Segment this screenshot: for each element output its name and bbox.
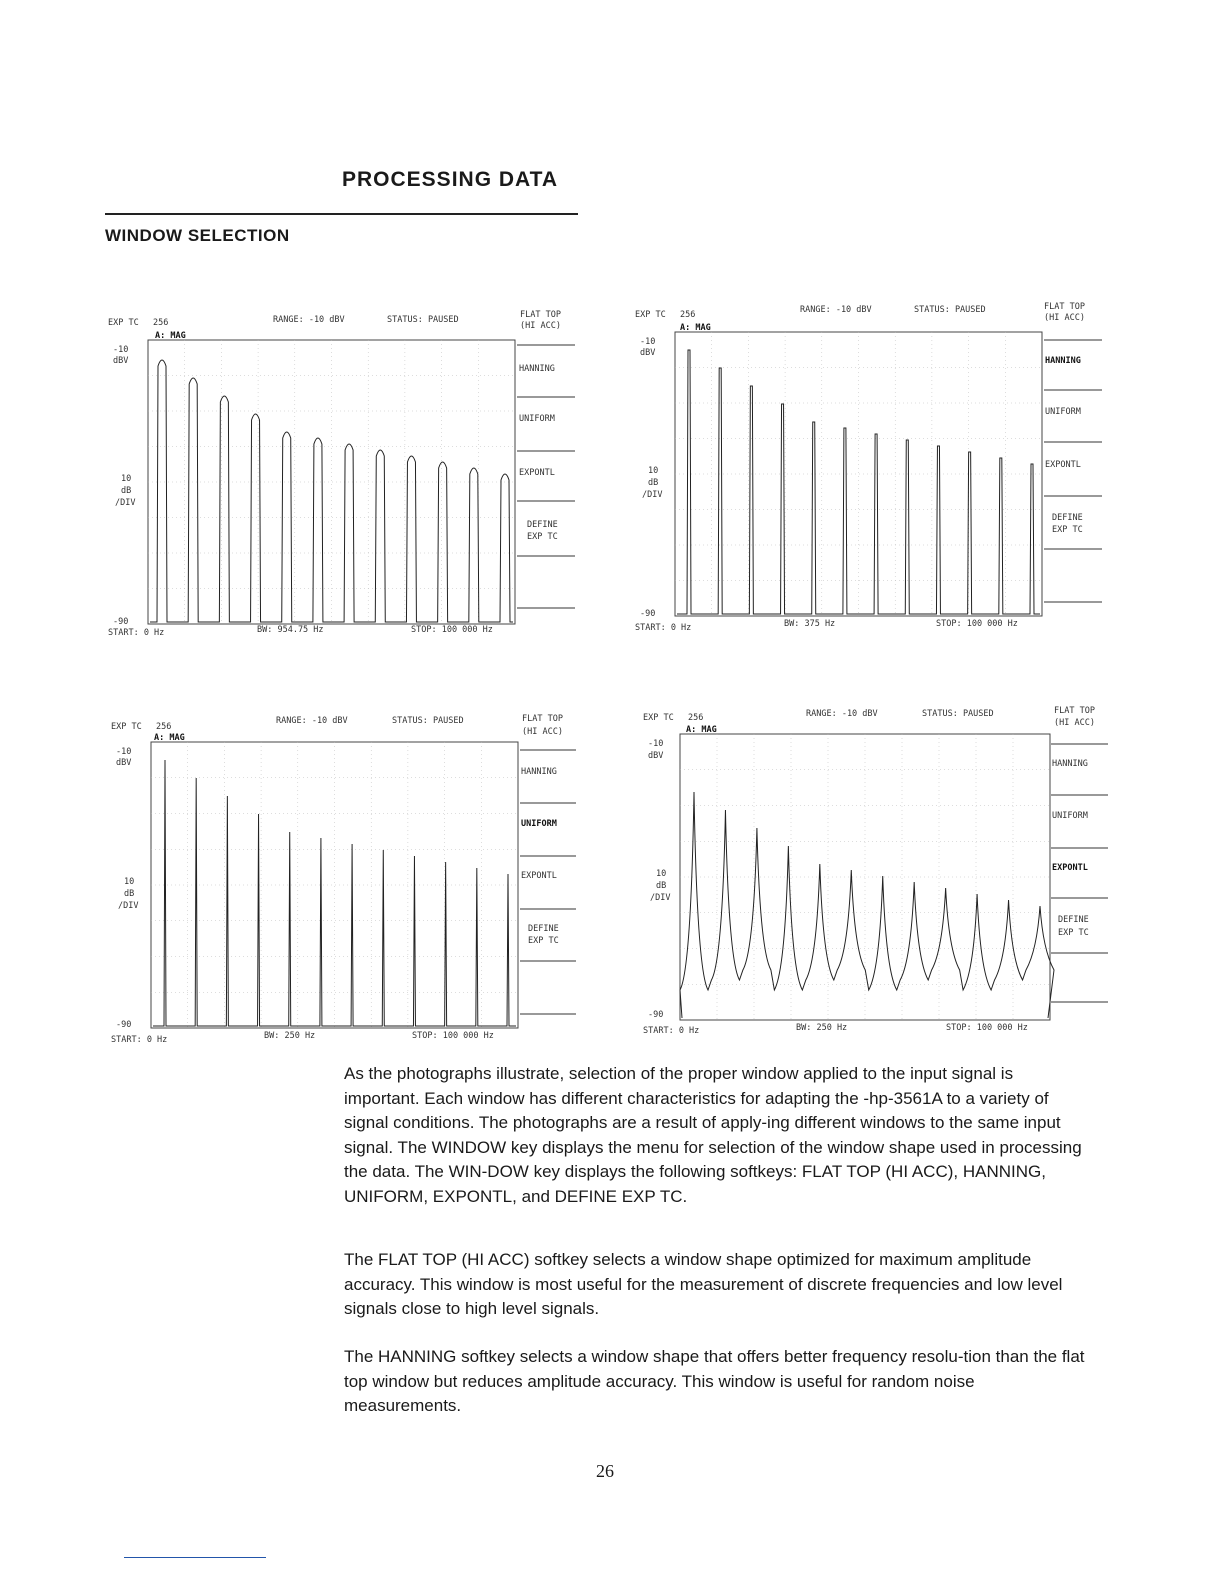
exp-tc-label: EXP TC (635, 310, 666, 320)
y-top-value: -10 (640, 337, 656, 347)
softkey-hanning[interactable]: HANNING (521, 767, 557, 777)
exp-tc-label: EXP TC (111, 722, 142, 732)
softkey-flat-top[interactable]: FLAT TOP (520, 310, 561, 320)
y-scale-per: /DIV (642, 490, 663, 500)
softkey-hanning[interactable]: HANNING (519, 364, 555, 374)
section-heading: WINDOW SELECTION (105, 226, 290, 245)
stop-freq: STOP: 100 000 Hz (412, 1031, 494, 1041)
softkey-hanning[interactable]: HANNING (1045, 356, 1081, 366)
range-label: RANGE: -10 dBV (273, 315, 345, 325)
y-bottom-value: -90 (640, 609, 656, 619)
page-title: PROCESSING DATA (342, 168, 559, 191)
stop-freq: STOP: 100 000 Hz (946, 1023, 1028, 1033)
softkey-menu (1051, 706, 1108, 1002)
analyzer-screen-uniform (108, 708, 588, 1053)
screen-footer (108, 625, 493, 638)
softkey-uniform[interactable]: UNIFORM (1045, 407, 1081, 417)
softkey-define[interactable]: DEFINE (527, 520, 558, 530)
plot-frame (675, 332, 1042, 616)
start-freq: START: 0 Hz (635, 623, 692, 633)
y-scale-unit: dB (656, 881, 667, 891)
y-scale-per: /DIV (115, 498, 136, 508)
y-scale-unit: dB (121, 486, 132, 496)
softkey-expontl[interactable]: EXPONTL (1052, 863, 1088, 873)
plot-grid (148, 340, 515, 624)
y-top-unit: dBV (116, 758, 132, 768)
y-axis-labels (113, 345, 135, 627)
y-scale-per: /DIV (118, 901, 139, 911)
screen-header (635, 305, 986, 333)
start-freq: START: 0 Hz (643, 1026, 700, 1036)
softkey-flat-top[interactable]: FLAT TOP (1044, 302, 1085, 312)
softkey-menu (1044, 302, 1102, 602)
exp-tc-value: 256 (156, 722, 172, 732)
plot-grid (151, 742, 518, 1028)
status-label: STATUS: PAUSED (914, 305, 986, 315)
exp-tc-value: 256 (680, 310, 696, 320)
exp-tc-value: 256 (153, 318, 169, 328)
plot-area (675, 332, 1042, 616)
softkey-uniform[interactable]: UNIFORM (1052, 811, 1088, 821)
screen-header (111, 716, 464, 743)
analyzer-screen-hanning (632, 292, 1112, 637)
y-scale-value: 10 (121, 474, 132, 484)
softkey-define-exp-tc[interactable]: EXP TC (1052, 525, 1083, 535)
spectrum-trace (677, 350, 1040, 614)
exp-tc-label: EXP TC (108, 318, 139, 328)
plot-area (151, 742, 518, 1028)
y-scale-value: 10 (124, 877, 135, 887)
softkey-flat-top-hi-acc[interactable]: (HI ACC) (522, 727, 563, 737)
y-bottom-value: -90 (116, 1020, 132, 1030)
range-label: RANGE: -10 dBV (276, 716, 348, 726)
plot-frame (151, 742, 518, 1028)
plot-grid (680, 734, 1050, 1020)
y-top-value: -10 (116, 747, 132, 757)
y-scale-value: 10 (656, 869, 667, 879)
paragraph-hanning: The HANNING softkey selects a window shape that offers better frequency resolu-tion than the flat top window but reduces amplitude accuracy. This window is useful for random noise measurements. (344, 1347, 1085, 1415)
softkey-flat-top[interactable]: FLAT TOP (522, 714, 563, 724)
paragraph-intro: As the photographs illustrate, selection of the proper window applied to the input signal is important. Each window has different characteristics for adapting the -hp-3561A to a variety of signal conditions. The photographs are a result of apply-ing different windows to the same input signal. The WINDOW key displays the menu for selection of the window shape used in processing the data. The WIN-DOW key displays the following softkeys: FLAT TOP (HI ACC), HANNING, UNIFORM, EXPONTL, and DEFINE EXP TC. (344, 1064, 1082, 1206)
y-top-value: -10 (113, 345, 129, 355)
softkey-flat-top-hi-acc[interactable]: (HI ACC) (1054, 718, 1095, 728)
softkey-menu (520, 714, 576, 1014)
trace-label: A: MAG (680, 323, 711, 333)
y-scale-unit: dB (648, 478, 659, 488)
softkey-flat-top-hi-acc[interactable]: (HI ACC) (520, 321, 561, 331)
trace-label: A: MAG (686, 725, 717, 735)
softkey-flat-top-hi-acc[interactable]: (HI ACC) (1044, 313, 1085, 323)
softkey-define[interactable]: DEFINE (1058, 915, 1089, 925)
start-freq: START: 0 Hz (108, 628, 165, 638)
softkey-define[interactable]: DEFINE (528, 924, 559, 934)
softkey-uniform[interactable]: UNIFORM (521, 819, 557, 829)
bandwidth: BW: 250 Hz (264, 1031, 316, 1041)
softkey-define[interactable]: DEFINE (1052, 513, 1083, 523)
bandwidth: BW: 954.75 Hz (257, 625, 324, 635)
status-label: STATUS: PAUSED (392, 716, 464, 726)
y-axis-labels (640, 337, 662, 619)
softkey-define-exp-tc[interactable]: EXP TC (1058, 928, 1089, 938)
screen-footer (643, 1023, 1028, 1036)
footer-rule (124, 1557, 266, 1558)
softkey-expontl[interactable]: EXPONTL (1045, 460, 1081, 470)
trace-label: A: MAG (154, 733, 185, 743)
page-number: 26 (596, 1461, 614, 1481)
range-label: RANGE: -10 dBV (800, 305, 872, 315)
softkey-uniform[interactable]: UNIFORM (519, 414, 555, 424)
exp-tc-label: EXP TC (643, 713, 674, 723)
y-scale-value: 10 (648, 466, 659, 476)
y-bottom-value: -90 (113, 617, 129, 627)
status-label: STATUS: PAUSED (387, 315, 459, 325)
exp-tc-value: 256 (688, 713, 704, 723)
stop-freq: STOP: 100 000 Hz (936, 619, 1018, 629)
bandwidth: BW: 375 Hz (784, 619, 836, 629)
softkey-expontl[interactable]: EXPONTL (519, 468, 555, 478)
start-freq: START: 0 Hz (111, 1035, 168, 1045)
softkey-menu (517, 310, 575, 608)
plot-area (680, 734, 1054, 1020)
softkey-define-exp-tc[interactable]: EXP TC (527, 532, 558, 542)
y-axis-labels (648, 739, 670, 1020)
y-top-value: -10 (648, 739, 664, 749)
paragraph-flat-top: The FLAT TOP (HI ACC) softkey selects a window shape optimized for maximum amplitude accuracy. This window is most useful for the measurement of discrete frequencies and low level signals close to high level signals. (344, 1250, 1063, 1318)
title-rule (105, 213, 578, 215)
plot-area (148, 340, 515, 624)
y-top-unit: dBV (113, 356, 129, 366)
screen-footer (111, 1031, 494, 1045)
y-axis-labels (116, 747, 138, 1030)
y-bottom-value: -90 (648, 1010, 664, 1020)
screen-header (108, 315, 459, 341)
status-label: STATUS: PAUSED (922, 709, 994, 719)
y-top-unit: dBV (640, 348, 656, 358)
softkey-define-exp-tc[interactable]: EXP TC (528, 936, 559, 946)
screen-footer (635, 619, 1018, 633)
softkey-expontl[interactable]: EXPONTL (521, 871, 557, 881)
screen-header (643, 709, 994, 735)
trace-label: A: MAG (155, 331, 186, 341)
y-scale-unit: dB (124, 889, 135, 899)
spectrum-trace (150, 360, 513, 622)
plot-grid (675, 332, 1042, 616)
bandwidth: BW: 250 Hz (796, 1023, 848, 1033)
softkey-hanning[interactable]: HANNING (1052, 759, 1088, 769)
softkey-flat-top[interactable]: FLAT TOP (1054, 706, 1095, 716)
range-label: RANGE: -10 dBV (806, 709, 878, 719)
y-top-unit: dBV (648, 751, 664, 761)
stop-freq: STOP: 100 000 Hz (411, 625, 493, 635)
analyzer-screen-flat-top (105, 300, 585, 645)
plot-frame (148, 340, 515, 624)
analyzer-screen-exponential (640, 700, 1120, 1045)
y-scale-per: /DIV (650, 893, 671, 903)
